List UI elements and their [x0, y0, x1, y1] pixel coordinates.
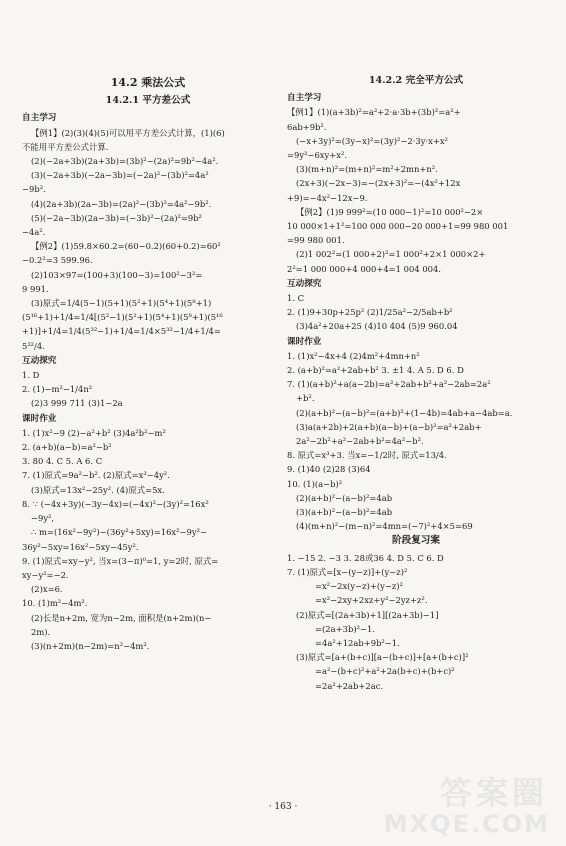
heading-self-study: 自主学习 [22, 113, 57, 124]
answer-line: (3)(m+n)²=(m+n)²=m²+2mn+n². [296, 164, 438, 175]
homework-answers [287, 349, 545, 534]
watermark [374, 768, 554, 838]
answer-line: 【例1】(1)(a+3b)²=a²+2·a·3b+(3b)²=a²+ [287, 107, 461, 118]
answer-line: −9b². [22, 184, 46, 195]
answer-line: 1. −15 2. −3 3. 28或36 4. D 5. C 6. D [287, 552, 444, 563]
watermark-logo-text: 答案圈 [439, 774, 548, 812]
subsection-title-difference-of-squares: 14.2.1 平方差公式 [105, 95, 191, 107]
answer-line: 36y²−5xy=16x²−5xy−45y². [22, 541, 139, 552]
self-study-answers [22, 126, 274, 353]
answer-line: (5¹⁶+1)+1/4=1/4[(5²−1)(5²+1)(5⁴+1)(5⁸+1)(5¹⁶ [22, 312, 223, 323]
answer-line: 5³²/4. [22, 340, 45, 351]
heading-homework: 课时作业 [22, 413, 57, 424]
answer-line: 2m). [31, 626, 51, 637]
answer-line: 10. (1)m²−4m². [22, 598, 88, 609]
answer-line: 8. ∵ (−4x+3y)(−3y−4x)=(−4x)²−(3y)²=16x² [22, 498, 209, 509]
answer-line: (2)长是n+2m, 宽为n−2m, 面积是(n+2m)(n− [31, 612, 212, 623]
answer-line: 9. (1)40 (2)28 (3)64 [287, 464, 371, 475]
answer-line: (4)(m+n)²−(m−n)²=4mn=(−7)²+4×5=69 [296, 521, 473, 532]
answer-line: 【例2】(1)59.8×60.2=(60−0.2)(60+0.2)=60² [31, 241, 221, 252]
review-title: 阶段复习案 [392, 534, 440, 546]
subsection-title-perfect-square: 14.2.2 完全平方公式 [368, 75, 464, 86]
answer-line: (2)原式=[(2a+3b)+1][(2a+3b)−1] [296, 609, 439, 620]
answer-line: 10 000×1+1²=100 000 000−20 000+1=99 980 001 [287, 221, 509, 232]
answer-line: (2)3 999 711 (3)1−2a [31, 398, 123, 409]
review-answers [287, 551, 545, 693]
answer-line: 6ab+9b². [287, 121, 327, 132]
answer-line: 1. (1)x²−9 (2)−a²+b² (3)4a²b²−m² [22, 427, 166, 438]
answer-line: 【例1】(2)(3)(4)(5)可以用平方差公式计算，(1)(6) [31, 127, 225, 138]
answer-line: −9y², [31, 513, 55, 524]
answer-line: 1. C [287, 293, 305, 304]
heading-self-study: 自主学习 [287, 93, 322, 104]
answer-line: (2)1 002²=(1 000+2)²=1 000²+2×1 000×2+ [296, 249, 486, 260]
answer-line: +9)=−4x²−12x−9. [287, 192, 368, 203]
answer-line: (2x+3)(−2x−3)=−(2x+3)²=−(4x²+12x [296, 178, 461, 189]
answer-line: (4)(2a+3b)(2a−3b)=(2a)²−(3b)²=4a²−9b². [31, 198, 212, 209]
answer-line: (3)a(a+2b)+2(a+b)(a−b)+(a−b)²=a²+2ab+ [296, 421, 482, 432]
answer-line: =99 980 001. [287, 235, 345, 246]
watermark-url: MXQE.COM [383, 810, 550, 838]
answer-line: 7. (1)原式=9a²−b². (2)原式=x³−4y². [22, 470, 170, 481]
answer-line: 2²=1 000 000+4 000+4=1 004 004. [287, 263, 441, 274]
answer-line: (5)(−2a−3b)(2a−3b)=(−3b)²−(2a)²=9b² [31, 212, 202, 223]
homework-answers [22, 426, 274, 653]
answer-line: =x²−2xy+2xz+y²−2yz+z². [315, 595, 428, 606]
answer-line: 【例2】(1)9 999²=(10 000−1)²=10 000²−2× [296, 206, 484, 217]
answer-line: (3)原式=[a+(b+c)][a−(b+c)]+[a+(b+c)]² [296, 652, 469, 663]
interactive-answers [287, 291, 545, 334]
answer-line: (3)(−2a+3b)(−2a−3b)=(−2a)²−(3b)²=4a² [31, 170, 209, 181]
answer-line: (3)(n+2m)(n−2m)=n²−4m². [31, 640, 150, 651]
answer-line: 不能用平方差公式计算. [22, 141, 109, 152]
answer-line: 9. (1)原式=xy−y², 当x=(3−π)⁰=1, y=2时, 原式= [22, 555, 219, 566]
answer-line: (2)103×97=(100+3)(100−3)=100²−3²= [31, 269, 203, 280]
answer-line: 2. (a+b)(a−b)=a²−b² [22, 442, 112, 453]
heading-homework: 课时作业 [287, 336, 322, 347]
answer-line: (2)(−2a+3b)(2a+3b)=(3b)²−(2a)²=9b²−4a². [31, 156, 219, 167]
answer-line: −0.2²=3 599.96. [22, 255, 93, 266]
answer-line: 9 991. [22, 283, 49, 294]
answer-line: =(2a+3b)²−1. [315, 623, 375, 634]
answer-line: (−x+3y)²=(3y−x)²=(3y)²−2·3y·x+x² [296, 135, 448, 146]
answer-line: (2)(a+b)²−(a−b)²=(a+b)²+(1−4b)=4ab+a−4ab=a. [296, 407, 513, 418]
answer-line: (3)原式=13x²−25y². (4)原式=5x. [31, 484, 165, 495]
answer-line: (2)(a+b)²−(a−b)²=4ab [296, 492, 393, 503]
page-number: · 163 · [268, 802, 298, 812]
answer-line: 8. 原式=x³+3. 当x=−1/2时, 原式=13/4. [287, 450, 447, 461]
interactive-answers [22, 368, 274, 411]
answer-line: ∴ m=(16x²−9y²)−(36y²+5xy)=16x²−9y²− [31, 527, 207, 538]
heading-interactive: 互动探究 [22, 355, 57, 366]
answer-line: 2. (1)−m²−1/4n² [22, 384, 93, 395]
answer-line: =2a²+2ab+2ac. [315, 680, 384, 691]
answer-line: 2. (1)9+30p+25p² (2)1/25a²−2/5ab+b² [287, 307, 453, 318]
answer-line: 1. (1)x²−4x+4 (2)4m²+4mn+n² [287, 350, 420, 361]
answer-line: 7. (1)原式=[x−(y−z)]+(y−z)² [287, 566, 408, 577]
answer-line: =a²−(b+c)²+a²+2a(b+c)+(b+c)² [315, 666, 455, 677]
answer-line: =9y²−6xy+x². [287, 150, 347, 161]
answer-line: (3)原式=1/4(5−1)(5+1)(5²+1)(5⁴+1)(5⁸+1) [31, 298, 212, 309]
right-column [287, 74, 545, 693]
answer-line: 7. (1)(a+b)²+a(a−2b)=a²+2ab+b²+a²−2ab=2a² [287, 379, 491, 390]
answer-line: 2a²−2b²+a²−2ab+b²=4a²−b². [296, 436, 424, 447]
answer-line: −4a². [22, 227, 46, 238]
answer-line: =x²−2x(y−z)+(y−z)² [315, 581, 403, 592]
answer-line: =4a²+12ab+9b²−1. [315, 637, 400, 648]
left-column [22, 74, 274, 653]
answer-line: xy−y²=−2. [22, 569, 69, 580]
answer-line: (3)4a²+20a+25 (4)10 404 (5)9 960.04 [296, 321, 458, 332]
answer-line: 10. (1)(a−b)² [287, 478, 343, 489]
section-title: 14.2 乘法公式 [110, 76, 186, 89]
answer-line: (2)x=6. [31, 584, 63, 595]
answer-line: 1. D [22, 370, 40, 381]
answer-line: +b². [296, 393, 315, 404]
answer-line: +1)]+1/4=1/4(5³²−1)+1/4=1/4×5³²−1/4+1/4= [22, 326, 221, 337]
heading-interactive: 互动探究 [287, 278, 322, 289]
answer-line: 2. (a+b)²=a²+2ab+b² 3. ±1 4. A 5. D 6. D [287, 365, 464, 376]
answer-line: (3)(a+b)²−(a−b)²=4ab [296, 507, 393, 518]
self-study-answers [287, 105, 545, 275]
answer-line: 3. 80 4. C 5. A 6. C [22, 456, 103, 467]
